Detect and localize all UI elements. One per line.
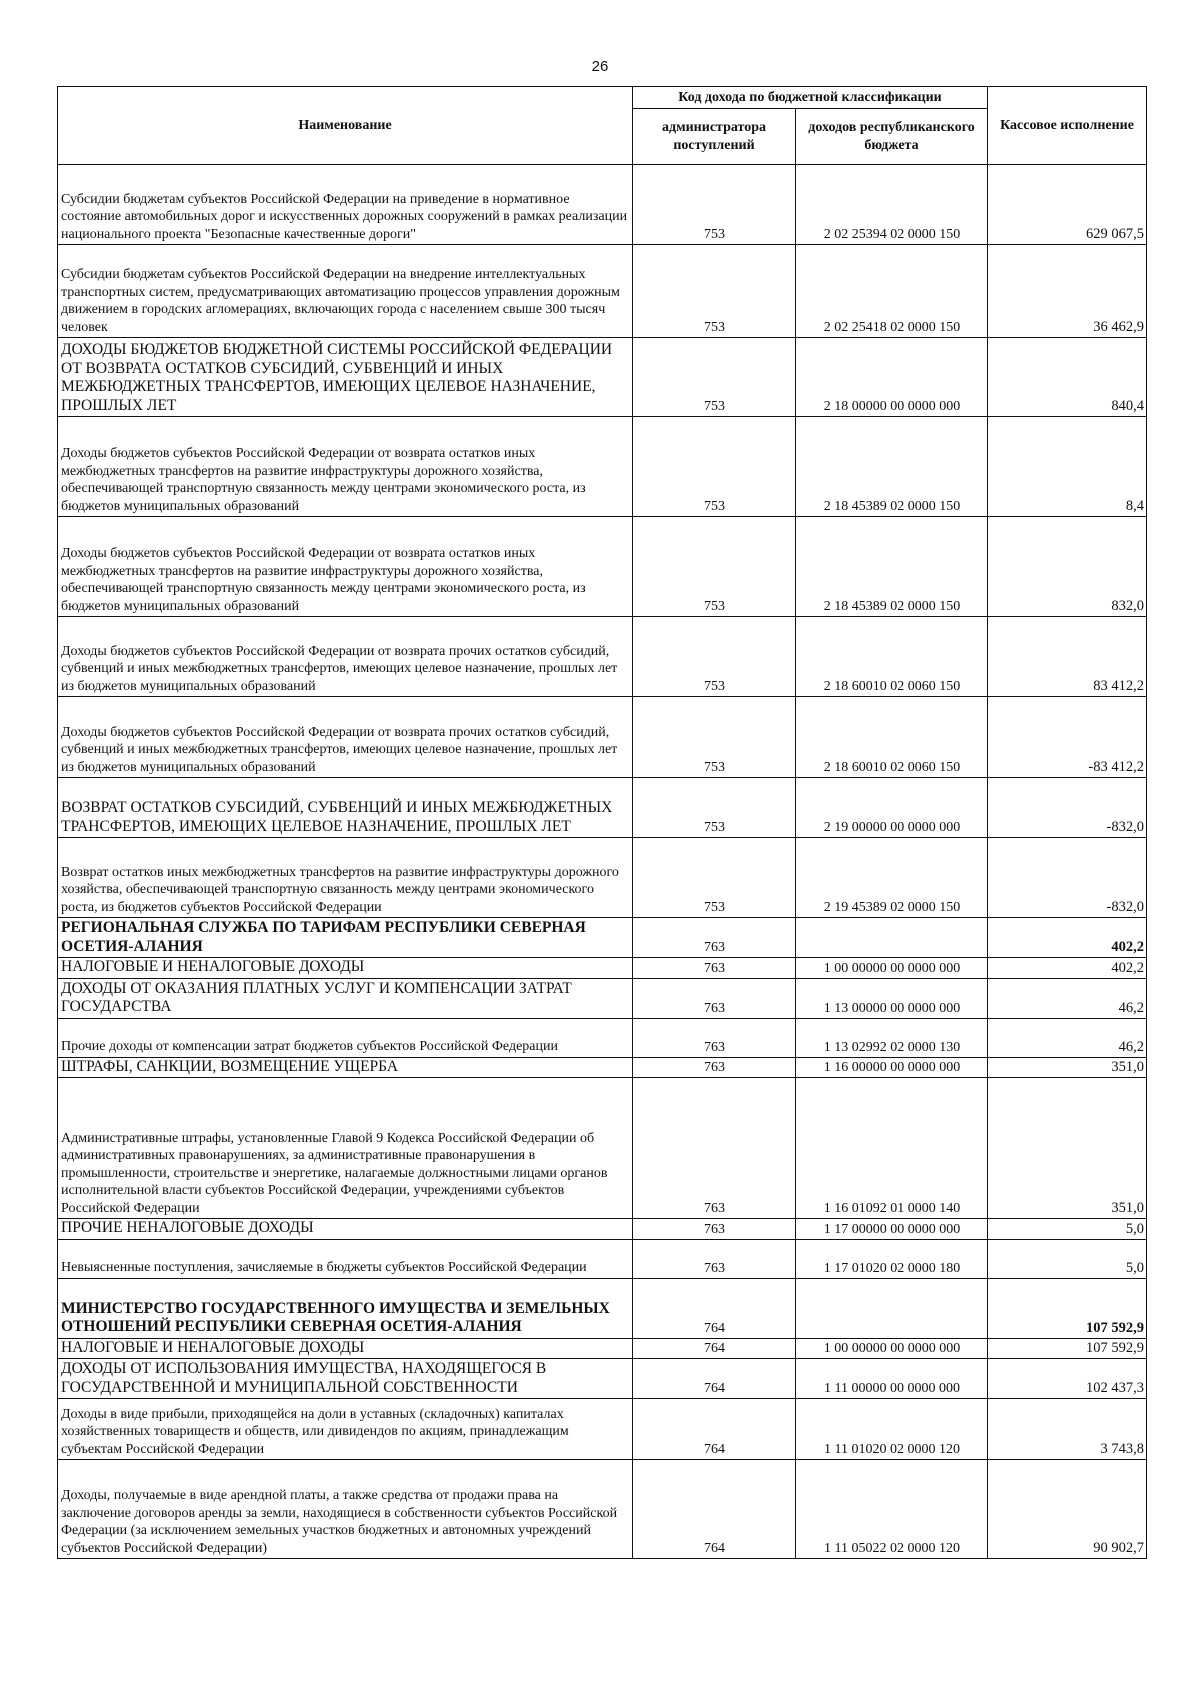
row-name: Доходы бюджетов субъектов Российской Федерации от возврата прочих остатков субсидий, субвенций и иных межбюджетных трансфертов, имеющих целевое назначение, прошлых лет из бюджетов муниципальных образований: [58, 697, 633, 778]
row-income-code: 2 18 60010 02 0060 150: [796, 697, 988, 778]
row-income-code: 2 02 25418 02 0000 150: [796, 245, 988, 338]
row-income-code: 1 11 00000 00 0000 000: [796, 1359, 988, 1399]
table-row: [58, 1239, 1147, 1278]
row-admin-code: 763: [633, 1078, 796, 1219]
header-execution: Кассовое исполнение: [988, 87, 1147, 165]
row-admin-code: 753: [633, 338, 796, 417]
row-name: НАЛОГОВЫЕ И НЕНАЛОГОВЫЕ ДОХОДЫ: [58, 958, 633, 979]
row-amount: 83 412,2: [988, 617, 1147, 697]
table-row: [58, 338, 1147, 417]
row-name: Доходы бюджетов субъектов Российской Федерации от возврата остатков иных межбюджетных трансфертов на развитие инфраструктуры дорожного хозяйства, обеспечивающей транспортную связанность между центрами экономического роста, из бюджетов муниципальных образований: [58, 517, 633, 617]
row-name: НАЛОГОВЫЕ И НЕНАЛОГОВЫЕ ДОХОДЫ: [58, 1338, 633, 1359]
row-amount: 46,2: [988, 1018, 1147, 1057]
row-admin-code: 763: [633, 978, 796, 1018]
row-amount: 102 437,3: [988, 1359, 1147, 1399]
row-amount: 46,2: [988, 978, 1147, 1018]
table-row: [58, 417, 1147, 517]
row-name: ШТРАФЫ, САНКЦИИ, ВОЗМЕЩЕНИЕ УЩЕРБА: [58, 1057, 633, 1078]
header-code-group: Код дохода по бюджетной классификации: [633, 87, 988, 109]
row-admin-code: 753: [633, 245, 796, 338]
row-amount: 107 592,9: [988, 1338, 1147, 1359]
row-amount: 36 462,9: [988, 245, 1147, 338]
row-admin-code: 753: [633, 838, 796, 918]
row-income-code: 2 18 45389 02 0000 150: [796, 417, 988, 517]
table-row: [58, 1359, 1147, 1399]
row-income-code: 1 16 00000 00 0000 000: [796, 1057, 988, 1078]
table-row: [58, 245, 1147, 338]
row-admin-code: 763: [633, 1239, 796, 1278]
row-name: Субсидии бюджетам субъектов Российской Федерации на внедрение интеллектуальных транспортных систем, предусматривающих автоматизацию процессов управления дорожным движением в городских агломерациях, включающих города с населением свыше 300 тысяч человек: [58, 245, 633, 338]
row-admin-code: 753: [633, 697, 796, 778]
row-income-code: 2 02 25394 02 0000 150: [796, 165, 988, 245]
table-row: [58, 1460, 1147, 1559]
page-number: 26: [591, 58, 609, 75]
row-income-code: [796, 1278, 988, 1338]
row-income-code: 1 17 01020 02 0000 180: [796, 1239, 988, 1278]
table-row: [58, 978, 1147, 1018]
table-row: [58, 1219, 1147, 1240]
table-row: [58, 697, 1147, 778]
header-name: Наименование: [58, 87, 633, 165]
table-row: [58, 918, 1147, 958]
header-income: доходов республиканского бюджета: [796, 109, 988, 165]
row-amount: 5,0: [988, 1239, 1147, 1278]
row-income-code: 1 00 00000 00 0000 000: [796, 1338, 988, 1359]
table-row: [58, 517, 1147, 617]
table-row: [58, 1078, 1147, 1219]
row-admin-code: 763: [633, 1219, 796, 1240]
row-name: Административные штрафы, установленные Главой 9 Кодекса Российской Федерации об административных правонарушениях, за административные правонарушения в промышленности, строительстве и энергетике, налагаемые должностными лицами органов исполнительной власти субъектов Российской Федерации, учреждениями субъектов Российской Федерации: [58, 1078, 633, 1219]
row-name: Субсидии бюджетам субъектов Российской Федерации на приведение в нормативное состояние автомобильных дорог и искусственных дорожных сооружений в рамках реализации национального проекта "Безопасные качественные дороги": [58, 165, 633, 245]
row-name: РЕГИОНАЛЬНАЯ СЛУЖБА ПО ТАРИФАМ РЕСПУБЛИКИ СЕВЕРНАЯ ОСЕТИЯ-АЛАНИЯ: [58, 918, 633, 958]
row-admin-code: 764: [633, 1359, 796, 1399]
budget-execution-table: [57, 86, 1147, 1559]
row-name: ВОЗВРАТ ОСТАТКОВ СУБСИДИЙ, СУБВЕНЦИЙ И ИНЫХ МЕЖБЮДЖЕТНЫХ ТРАНСФЕРТОВ, ИМЕЮЩИХ ЦЕЛЕВОЕ НАЗНАЧЕНИЕ, ПРОШЛЫХ ЛЕТ: [58, 778, 633, 838]
row-name: Прочие доходы от компенсации затрат бюджетов субъектов Российской Федерации: [58, 1018, 633, 1057]
row-income-code: 2 19 45389 02 0000 150: [796, 838, 988, 918]
row-income-code: 1 11 05022 02 0000 120: [796, 1460, 988, 1559]
row-amount: 351,0: [988, 1057, 1147, 1078]
row-amount: 5,0: [988, 1219, 1147, 1240]
table-row: [58, 1278, 1147, 1338]
table-row: [58, 838, 1147, 918]
row-name: Невыясненные поступления, зачисляемые в бюджеты субъектов Российской Федерации: [58, 1239, 633, 1278]
row-admin-code: 753: [633, 517, 796, 617]
row-name: ДОХОДЫ ОТ ОКАЗАНИЯ ПЛАТНЫХ УСЛУГ И КОМПЕНСАЦИИ ЗАТРАТ ГОСУДАРСТВА: [58, 978, 633, 1018]
row-income-code: 2 18 00000 00 0000 000: [796, 338, 988, 417]
row-income-code: 2 19 00000 00 0000 000: [796, 778, 988, 838]
row-admin-code: 753: [633, 617, 796, 697]
row-admin-code: 764: [633, 1338, 796, 1359]
row-admin-code: 764: [633, 1460, 796, 1559]
row-name: Доходы, получаемые в виде арендной платы, а также средства от продажи права на заключение договоров аренды за земли, находящиеся в собственности субъектов Российской Федерации (за исключением земельных участков бюджетных и автономных учреждений субъектов Российской Федерации): [58, 1460, 633, 1559]
row-amount: 351,0: [988, 1078, 1147, 1219]
row-income-code: 1 13 00000 00 0000 000: [796, 978, 988, 1018]
row-admin-code: 763: [633, 1057, 796, 1078]
row-income-code: 1 17 00000 00 0000 000: [796, 1219, 988, 1240]
row-name: ДОХОДЫ ОТ ИСПОЛЬЗОВАНИЯ ИМУЩЕСТВА, НАХОДЯЩЕГОСЯ В ГОСУДАРСТВЕННОЙ И МУНИЦИПАЛЬНОЙ СОБСТВЕННОСТИ: [58, 1359, 633, 1399]
row-income-code: 1 00 00000 00 0000 000: [796, 958, 988, 979]
row-name: Доходы бюджетов субъектов Российской Федерации от возврата остатков иных межбюджетных трансфертов на развитие инфраструктуры дорожного хозяйства, обеспечивающей транспортную связанность между центрами экономического роста, из бюджетов муниципальных образований: [58, 417, 633, 517]
row-name: ПРОЧИЕ НЕНАЛОГОВЫЕ ДОХОДЫ: [58, 1219, 633, 1240]
row-name: ДОХОДЫ БЮДЖЕТОВ БЮДЖЕТНОЙ СИСТЕМЫ РОССИЙСКОЙ ФЕДЕРАЦИИ ОТ ВОЗВРАТА ОСТАТКОВ СУБСИДИЙ, СУБВЕНЦИЙ И ИНЫХ МЕЖБЮДЖЕТНЫХ ТРАНСФЕРТОВ, ИМЕЮЩИХ ЦЕЛЕВОЕ НАЗНАЧЕНИЕ, ПРОШЛЫХ ЛЕТ: [58, 338, 633, 417]
table-row: [58, 165, 1147, 245]
row-name: Доходы в виде прибыли, приходящейся на доли в уставных (складочных) капиталах хозяйственных товариществ и обществ, или дивидендов по акциям, принадлежащим субъектам Российской Федерации: [58, 1399, 633, 1460]
table-row: [58, 778, 1147, 838]
row-income-code: 2 18 60010 02 0060 150: [796, 617, 988, 697]
row-amount: 402,2: [988, 958, 1147, 979]
row-income-code: 1 13 02992 02 0000 130: [796, 1018, 988, 1057]
row-amount: 832,0: [988, 517, 1147, 617]
table-row: [58, 617, 1147, 697]
row-name: МИНИСТЕРСТВО ГОСУДАРСТВЕННОГО ИМУЩЕСТВА И ЗЕМЕЛЬНЫХ ОТНОШЕНИЙ РЕСПУБЛИКИ СЕВЕРНАЯ ОСЕТИЯ-АЛАНИЯ: [58, 1278, 633, 1338]
row-amount: -832,0: [988, 838, 1147, 918]
row-name: Возврат остатков иных межбюджетных трансфертов на развитие инфраструктуры дорожного хозяйства, обеспечивающей транспортную связанность между центрами экономического роста, из бюджетов субъектов Российской Федерации: [58, 838, 633, 918]
table-row: [58, 1018, 1147, 1057]
row-admin-code: 764: [633, 1399, 796, 1460]
row-amount: 629 067,5: [988, 165, 1147, 245]
row-admin-code: 753: [633, 417, 796, 517]
row-amount: 840,4: [988, 338, 1147, 417]
row-income-code: 2 18 45389 02 0000 150: [796, 517, 988, 617]
row-income-code: 1 11 01020 02 0000 120: [796, 1399, 988, 1460]
row-amount: 8,4: [988, 417, 1147, 517]
header-admin: администратора поступлений: [633, 109, 796, 165]
table-row: [58, 1338, 1147, 1359]
table-row: [58, 1399, 1147, 1460]
row-amount: -832,0: [988, 778, 1147, 838]
row-amount: 90 902,7: [988, 1460, 1147, 1559]
row-amount: 3 743,8: [988, 1399, 1147, 1460]
row-name: Доходы бюджетов субъектов Российской Федерации от возврата прочих остатков субсидий, субвенций и иных межбюджетных трансфертов, имеющих целевое назначение, прошлых лет из бюджетов муниципальных образований: [58, 617, 633, 697]
row-amount: 107 592,9: [988, 1278, 1147, 1338]
row-admin-code: 753: [633, 778, 796, 838]
row-income-code: [796, 918, 988, 958]
row-amount: -83 412,2: [988, 697, 1147, 778]
row-amount: 402,2: [988, 918, 1147, 958]
row-admin-code: 763: [633, 1018, 796, 1057]
row-admin-code: 753: [633, 165, 796, 245]
table-row: [58, 958, 1147, 979]
row-admin-code: 763: [633, 918, 796, 958]
row-admin-code: 763: [633, 958, 796, 979]
row-admin-code: 764: [633, 1278, 796, 1338]
row-income-code: 1 16 01092 01 0000 140: [796, 1078, 988, 1219]
table-row: [58, 1057, 1147, 1078]
